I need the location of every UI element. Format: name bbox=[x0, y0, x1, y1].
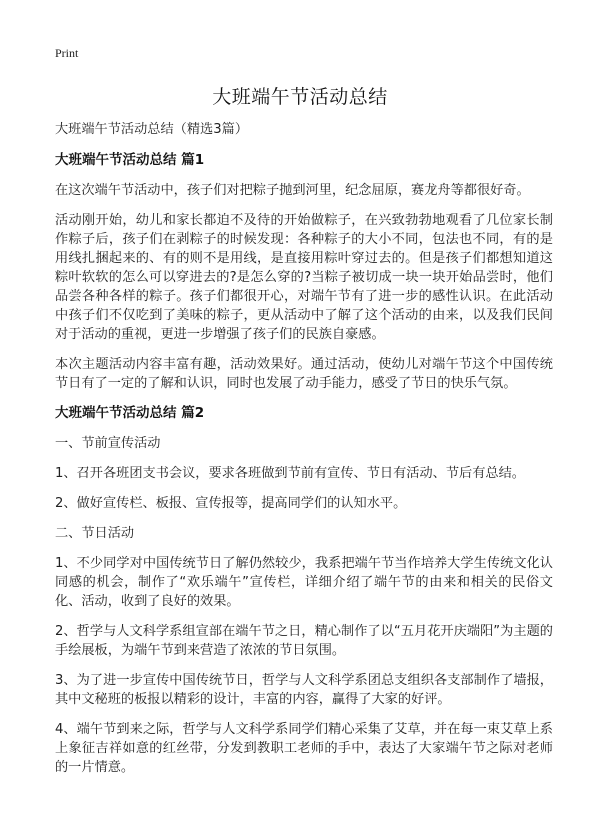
document-body bbox=[55, 120, 553, 788]
section-heading-1: 大班端午节活动总结 篇1 bbox=[55, 152, 205, 168]
list-item: 3、为了进一步宣传中国传统节日，哲学与人文科学系团总支组织各支部制作了墙报，其中文秘班的板报以精彩的设计，丰富的内容，赢得了大家的好评。 bbox=[55, 673, 553, 707]
paragraph: 本次主题活动内容丰富有趣，活动效果好。通过活动，使幼儿对端午节这个中国传统节日有了一定的了解和认识，同时也发展了动手能力，感受了节日的快乐气氛。 bbox=[55, 357, 553, 391]
section-heading-2: 大班端午节活动总结 篇2 bbox=[55, 405, 205, 421]
list-item: 4、端午节到来之际，哲学与人文科学系同学们精心采集了艾草，并在每一束艾草上系上象征吉祥如意的红丝带，分发到教职工老师的手中，表达了大家端午节之际对老师的一片情意。 bbox=[55, 722, 553, 775]
paragraph: 活动刚开始，幼儿和家长都迫不及待的开始做粽子，在兴致勃勃地观看了几位家长制作粽子后，孩子们在剥粽子的时候发现：各种粽子的大小不同，包法也不同，有的是用线扎捆起来的、有的则不是用线，是直接用粽叶穿过去的。但是孩子们都想知道这粽叶软软的怎么可以穿进去的?是怎么穿的?当粽子被切成一块一块开始品尝时，他们品尝各种各样的粽子。孩子们都很开心，对端午节有了进一步的感性认识。在此活动中孩子们不仅吃到了美味的粽子，更从活动中了解了这个活动的由来，以及我们民间对于活动的重视，更进一步增强了孩子们的民族自豪感。 bbox=[55, 213, 553, 342]
document-subtitle: 大班端午节活动总结（精选3篇） bbox=[55, 122, 249, 137]
document-title: 大班端午节活动总结 bbox=[212, 86, 388, 108]
list-item: 1、召开各班团支书会议，要求各班做到节前有宣传、节日有活动、节后有总结。 bbox=[55, 466, 525, 481]
paragraph: 在这次端午节活动中，孩子们对把粽子抛到河里，纪念屈原，赛龙舟等都很好奇。 bbox=[55, 183, 530, 198]
list-item: 2、哲学与人文科学系组宣部在端午节之日，精心制作了以“五月花开庆端阳”为主题的手绘展板，为端午节到来营造了浓浓的节日氛围。 bbox=[55, 624, 553, 658]
print-link[interactable]: Print bbox=[55, 46, 79, 60]
list-item: 2、做好宣传栏、板报、宣传报等，提高同学们的认知水平。 bbox=[55, 496, 407, 511]
list-item: 1、不少同学对中国传统节日了解仍然较少，我系把端午节当作培养大学生传统文化认同感的机会，制作了“欢乐端午”宣传栏，详细介绍了端午节的由来和相关的民俗文化、活动，收到了良好的效果。 bbox=[55, 556, 553, 609]
subsection-heading: 二、节日活动 bbox=[55, 526, 135, 541]
subsection-heading: 一、节前宣传活动 bbox=[55, 436, 161, 451]
